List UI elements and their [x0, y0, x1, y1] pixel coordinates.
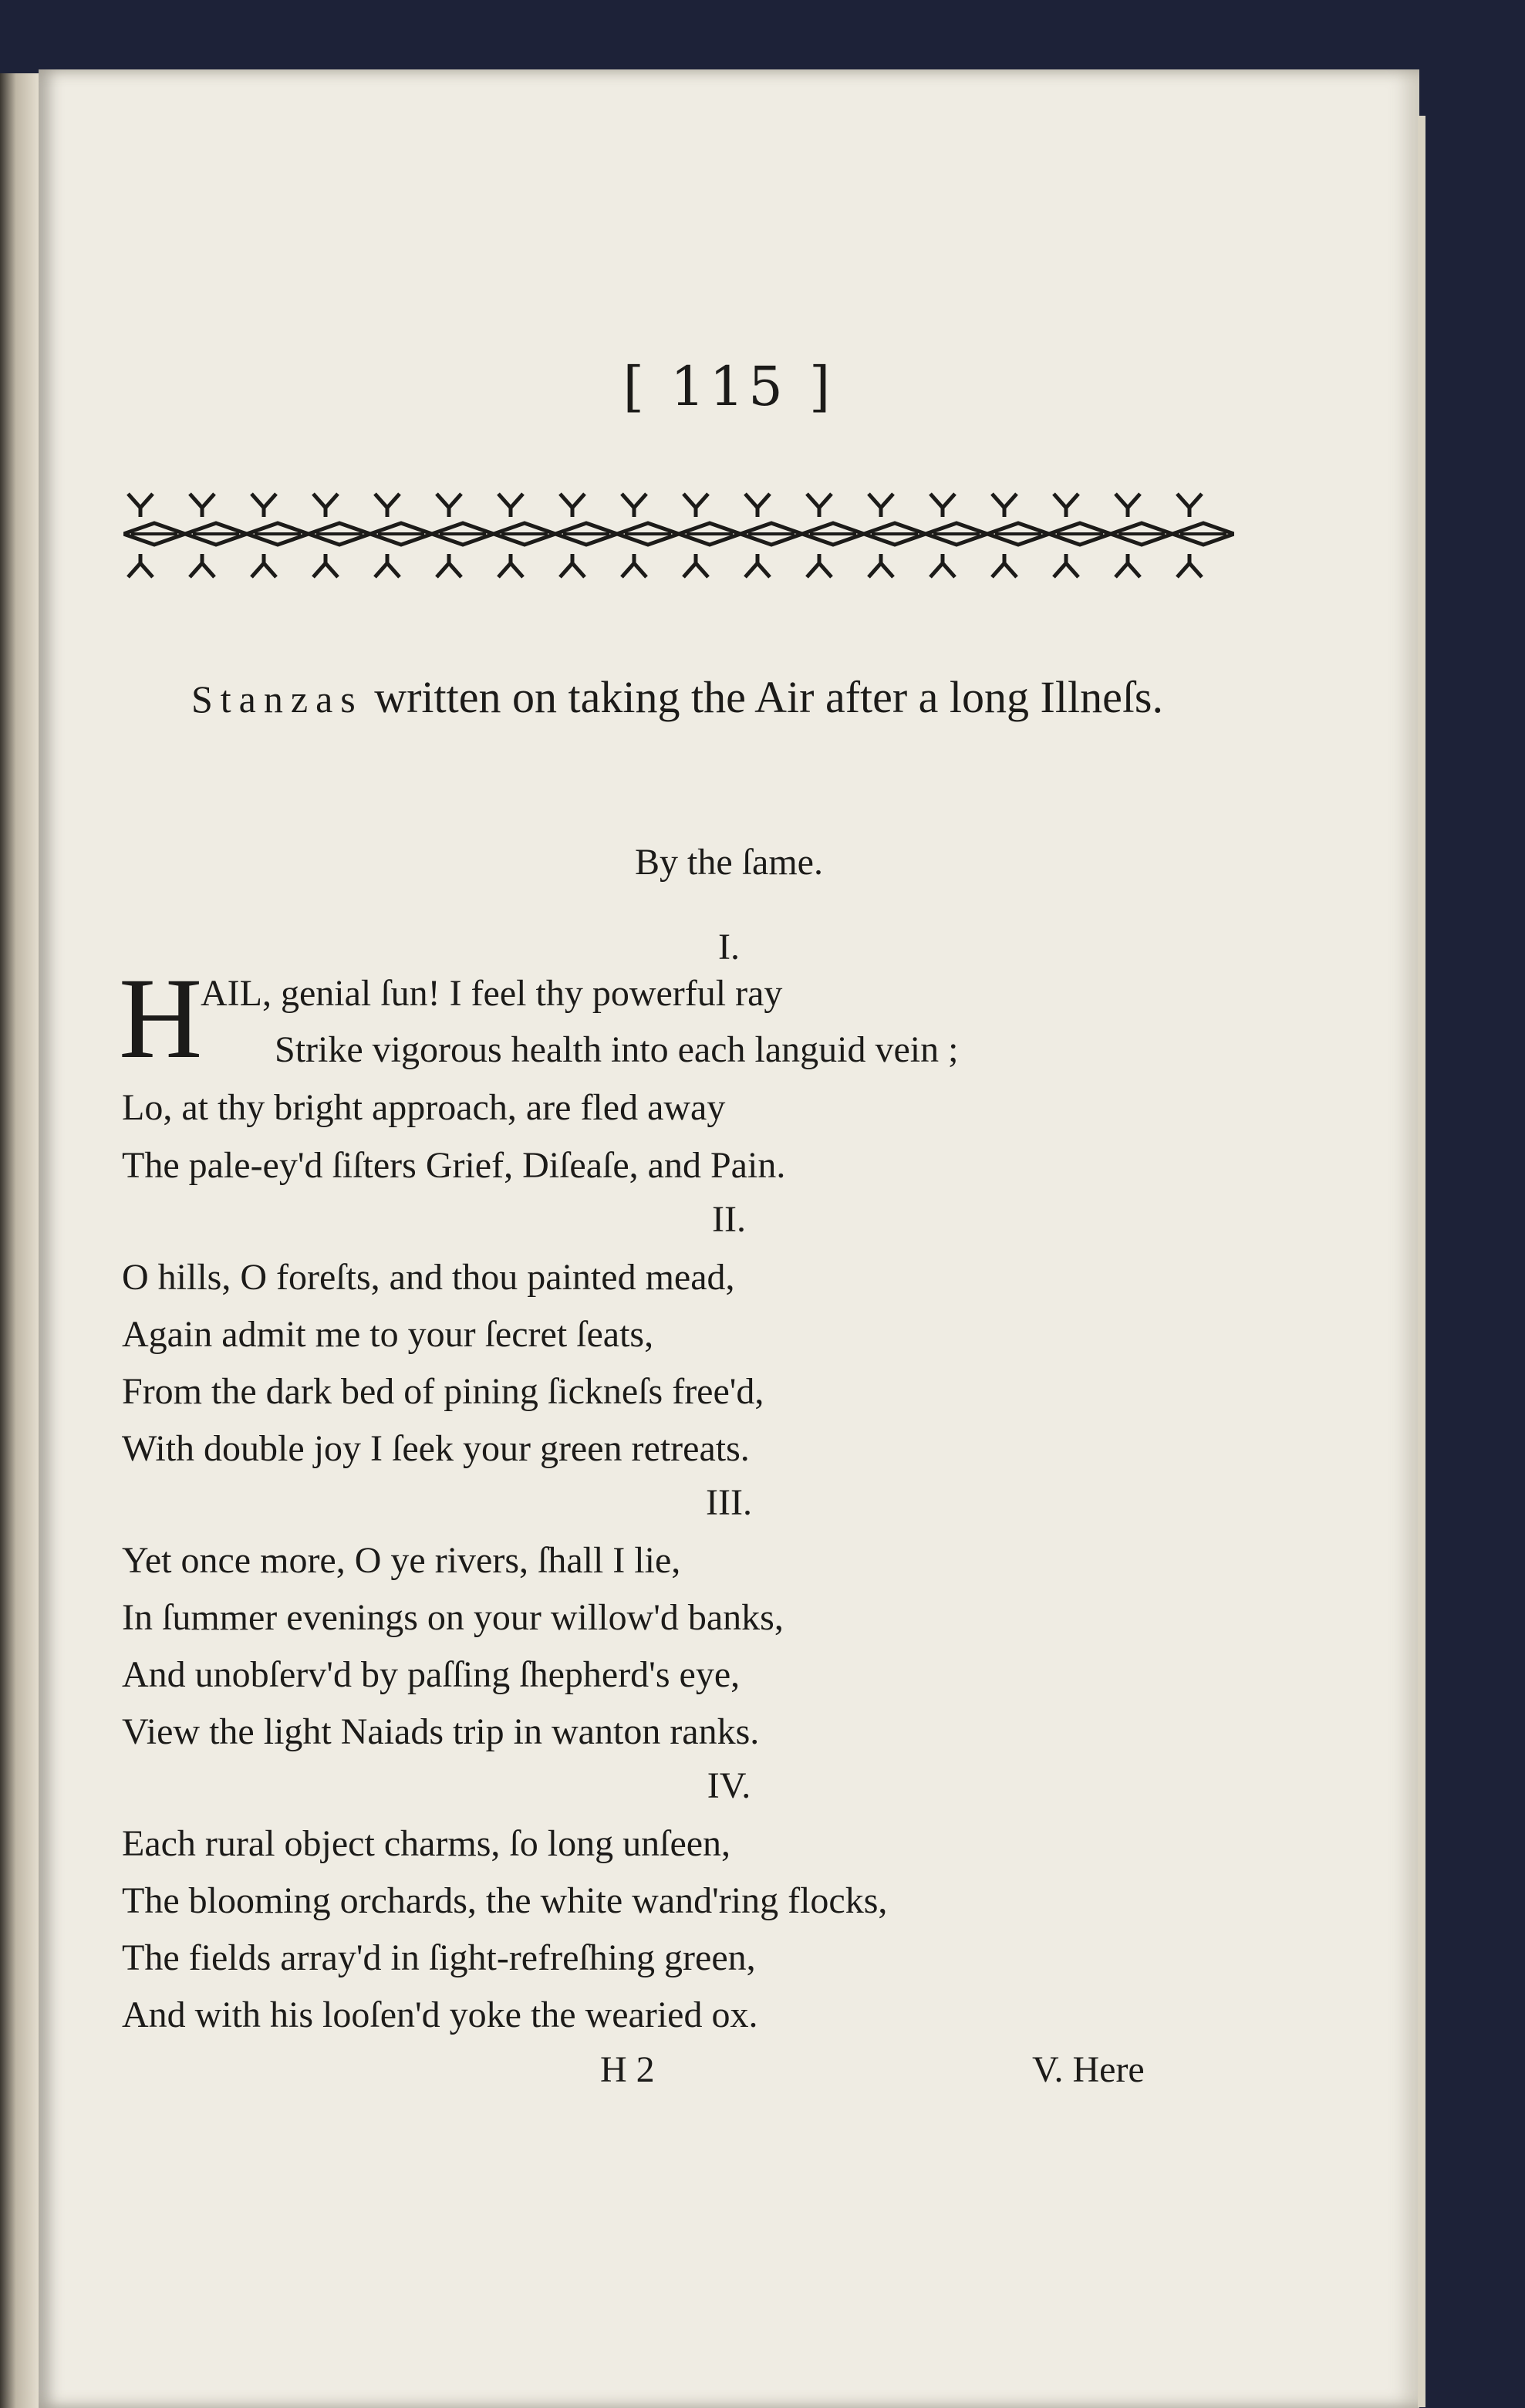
- signature-mark: H 2: [600, 2049, 655, 2090]
- verse-line: The blooming orchards, the white wand'ring flocks,: [122, 1880, 888, 1921]
- catchword: V. Here: [1032, 2049, 1145, 2090]
- ornament-band-icon: [123, 486, 1234, 586]
- verse-line: Each rural object charms, ſo long unſeen,: [122, 1823, 731, 1864]
- verse-line: Again admit me to your ſecret ſeats,: [122, 1314, 654, 1355]
- page-number: [ 115 ]: [622, 355, 835, 418]
- verse-line: From the dark bed of pining ſickneſs free'd,: [122, 1371, 764, 1412]
- stanza-numeral: IV.: [707, 1765, 751, 1806]
- verse-line: AIL, genial ſun! I feel thy powerful ray: [201, 973, 783, 1014]
- attribution: By the ſame.: [635, 842, 823, 883]
- verse-line: Lo, at thy bright approach, are fled away: [122, 1087, 726, 1128]
- poem-title: [122, 664, 1233, 733]
- title-rest: written on taking the Air after a long Illneſs.: [363, 672, 1164, 722]
- verse-line: Yet once more, O ye rivers, ſhall I lie,: [122, 1540, 681, 1581]
- page-fore-edge: [1418, 116, 1425, 2407]
- verse-line: With double joy I ſeek your green retreats.: [122, 1428, 750, 1469]
- stanza-numeral: I.: [718, 927, 740, 968]
- verse-line: The fields array'd in ſight-refreſhing green,: [122, 1937, 756, 1978]
- stanza-numeral: II.: [712, 1199, 746, 1240]
- verse-line: In ſummer evenings on your willow'd banks,: [122, 1597, 784, 1638]
- verse-line: Strike vigorous health into each languid vein ;: [275, 1029, 959, 1070]
- drop-cap: H: [119, 954, 203, 1082]
- verse-line: The pale-ey'd ſiſters Grief, Diſeaſe, and Pain.: [122, 1145, 786, 1186]
- verse-line: O hills, O foreſts, and thou painted mead,: [122, 1257, 735, 1298]
- title-lead: Stanzas: [191, 677, 363, 721]
- verse-line: And with his looſen'd yoke the wearied ox.: [122, 1994, 758, 2035]
- stanza-numeral: III.: [706, 1482, 752, 1523]
- page: [39, 69, 1419, 2408]
- left-page-edge: [0, 73, 40, 2408]
- verse-line: View the light Naiads trip in wanton ranks.: [122, 1711, 760, 1752]
- verse-line: And unobſerv'd by paſſing ſhepherd's eye,: [122, 1654, 741, 1695]
